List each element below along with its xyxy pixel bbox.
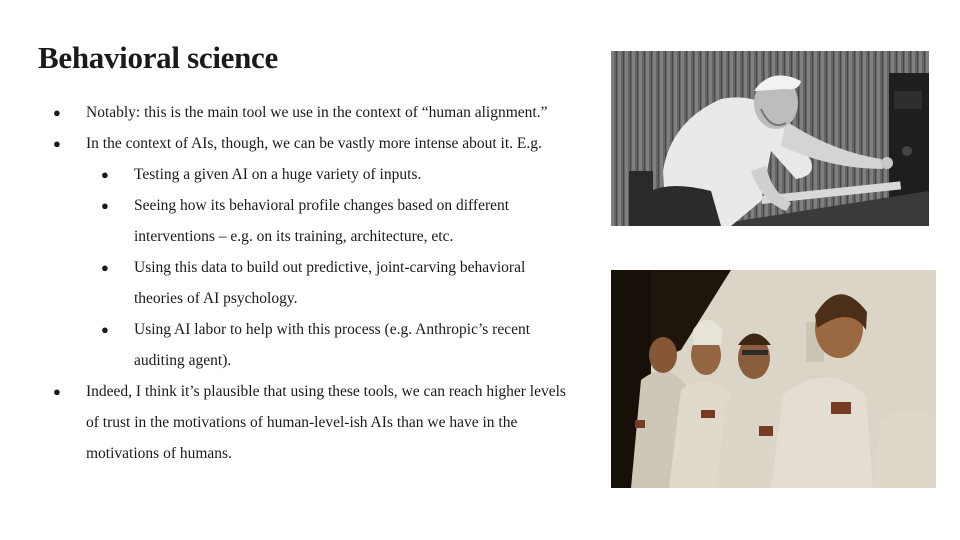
sub-bullet-item	[0, 190, 600, 221]
bullet-text: Notably: this is the main tool we use in the context of “human alignment.”	[86, 104, 548, 121]
prison-experiment-photo	[611, 270, 936, 488]
bullet-text: Testing a given AI on a huge variety of inputs.	[134, 166, 422, 183]
bullet-text: In the context of AIs, though, we can be vastly more intense about it. E.g.	[86, 135, 542, 152]
bullet-text: auditing agent).	[134, 352, 232, 369]
bullet-item	[0, 376, 600, 407]
bullet-marker: ●	[101, 322, 109, 337]
bullet-text: Using this data to build out predictive, joint-carving behavioral	[134, 259, 526, 276]
slide-title: Behavioral science	[38, 40, 278, 75]
bullet-item	[0, 128, 600, 159]
sub-bullet-item	[0, 252, 600, 283]
bullet-item	[0, 97, 600, 128]
sub-bullet-item	[0, 314, 600, 345]
prison-experiment-photo-drawing	[611, 270, 936, 488]
bullet-text: theories of AI psychology.	[134, 290, 298, 307]
bullet-text: Indeed, I think it’s plausible that using these tools, we can reach higher levels	[86, 383, 566, 400]
bullet-continuation	[0, 407, 600, 438]
bullet-text: interventions – e.g. on its training, architecture, etc.	[134, 228, 454, 245]
bullet-marker: ●	[101, 260, 109, 275]
bullet-continuation	[0, 438, 600, 469]
bullet-text: Seeing how its behavioral profile changes based on different	[134, 197, 510, 214]
bullet-text: Using AI labor to help with this process (e.g. Anthropic’s recent	[134, 321, 531, 338]
sub-bullet-continuation	[0, 221, 600, 252]
bullet-marker: ●	[101, 198, 109, 213]
bw-experiment-photo	[611, 51, 929, 226]
bullet-marker: ●	[53, 384, 61, 399]
sub-bullet-continuation	[0, 283, 600, 314]
sub-bullet-continuation	[0, 345, 600, 376]
bullet-marker: ●	[53, 136, 61, 151]
bw-experiment-photo-drawing	[611, 51, 929, 226]
bullet-text: motivations of humans.	[86, 445, 232, 462]
bullet-list	[0, 97, 600, 469]
bullet-marker: ●	[101, 167, 109, 182]
sub-bullet-item	[0, 159, 600, 190]
bullet-text: of trust in the motivations of human-level-ish AIs than we have in the	[86, 414, 518, 431]
bullet-marker: ●	[53, 105, 61, 120]
